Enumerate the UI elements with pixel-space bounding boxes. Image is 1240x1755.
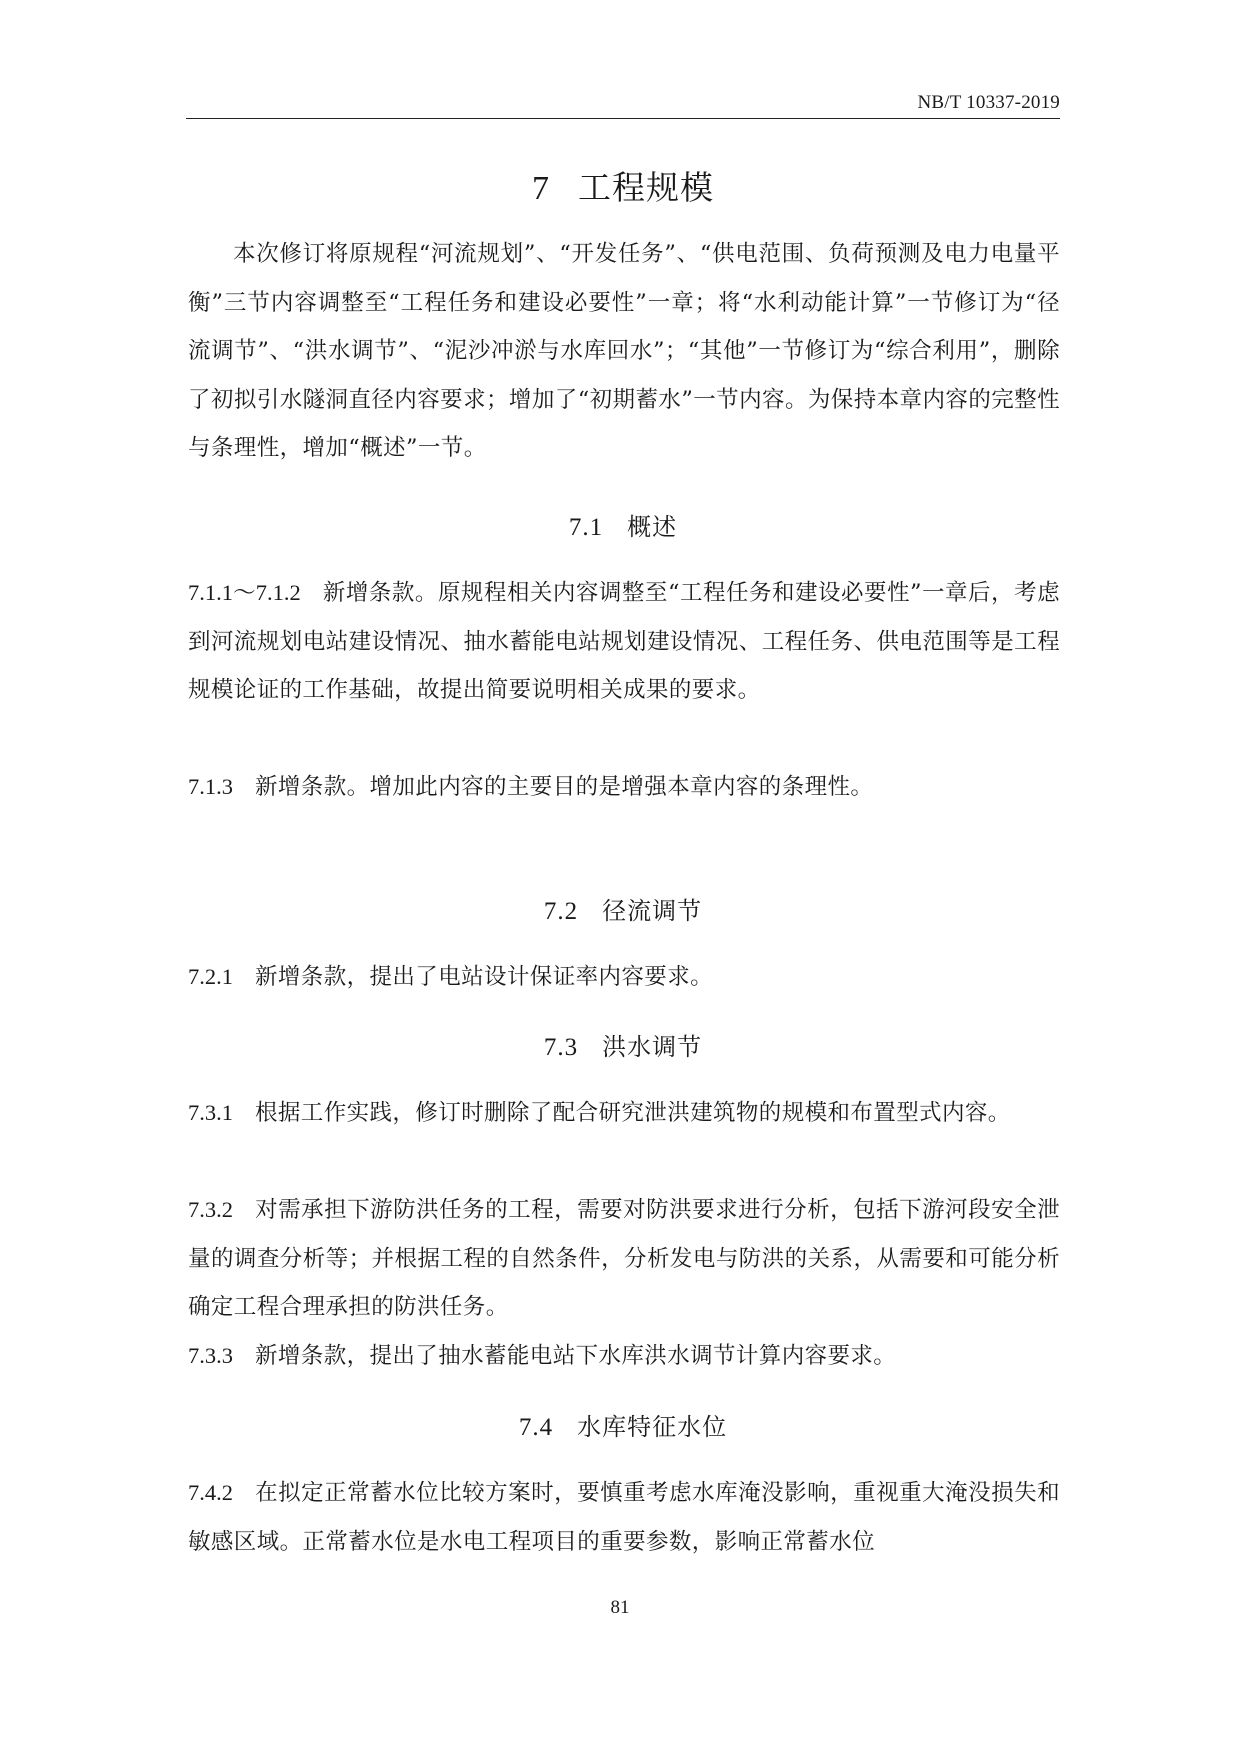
section-number: 7.2 bbox=[543, 898, 579, 925]
clause-text: 新增条款，提出了抽水蓄能电站下水库洪水调节计算内容要求。 bbox=[255, 1343, 897, 1369]
clause-paragraph bbox=[188, 1332, 1060, 1381]
header-divider bbox=[186, 118, 1060, 119]
section-title-text: 水库特征水位 bbox=[577, 1413, 728, 1441]
section-number: 7.3 bbox=[543, 1034, 579, 1061]
clause-text: 新增条款。增加此内容的主要目的是增强本章内容的条理性。 bbox=[255, 774, 874, 800]
clause-paragraph bbox=[188, 1469, 1060, 1566]
clause-paragraph bbox=[188, 1089, 1060, 1138]
clause-text: 根据工作实践，修订时删除了配合研究泄洪建筑物的规模和布置型式内容。 bbox=[255, 1100, 1011, 1126]
section-title-text: 概述 bbox=[627, 513, 678, 541]
document-code: NB/T 10337-2019 bbox=[917, 92, 1060, 113]
section-number: 7.4 bbox=[518, 1414, 554, 1441]
section-number: 7.1 bbox=[568, 514, 604, 541]
clause-number: 7.1.3 bbox=[188, 774, 233, 799]
clause-text: 在拟定正常蓄水位比较方案时，要慎重考虑水库淹没影响，重视重大淹没损失和敏感区域。正常蓄水位是水电工程项目的重要参数，影响正常蓄水位 bbox=[188, 1480, 1060, 1555]
chapter-heading bbox=[186, 162, 1060, 209]
section-heading-7-1 bbox=[186, 507, 1060, 542]
section-heading-7-4 bbox=[186, 1407, 1060, 1442]
clause-text: 新增条款，提出了电站设计保证率内容要求。 bbox=[255, 964, 714, 990]
clause-number: 7.2.1 bbox=[188, 964, 233, 989]
intro-paragraph: 本次修订将原规程“河流规划”、“开发任务”、“供电范围、负荷预测及电力电量平衡”三节内容调整至“工程任务和建设必要性”一章；将“水利动能计算”一节修订为“径流调节”、“洪水调节”、“泥沙冲淤与水库回水”；“其他”一节修订为“综合利用”，删除了初拟引水隧洞直径内容要求；增加了“初期蓄水”一节内容。为保持本章内容的完整性与条理性，增加“概述”一节。 bbox=[188, 241, 1060, 461]
clause-text: 对需承担下游防洪任务的工程，需要对防洪要求进行分析，包括下游河段安全泄量的调查分析等；并根据工程的自然条件，分析发电与防洪的关系，从需要和可能分析确定工程合理承担的防洪任务。 bbox=[188, 1197, 1060, 1320]
clause-number: 7.3.3 bbox=[188, 1343, 233, 1368]
chapter-number: 7 bbox=[532, 170, 550, 207]
section-title-text: 洪水调节 bbox=[602, 1033, 703, 1061]
clause-text: 新增条款。原规程相关内容调整至“工程任务和建设必要性”一章后，考虑到河流规划电站建设情况、抽水蓄能电站规划建设情况、工程任务、供电范围等是工程规模论证的工作基础，故提出简要说明相关成果的要求。 bbox=[188, 580, 1060, 703]
chapter-title-text: 工程规模 bbox=[578, 168, 714, 207]
section-heading-7-2 bbox=[186, 891, 1060, 926]
clause-paragraph bbox=[188, 1186, 1060, 1332]
page-number: 81 bbox=[610, 1597, 630, 1618]
clause-number: 7.3.2 bbox=[188, 1197, 233, 1222]
clause-paragraph bbox=[188, 569, 1060, 715]
clause-paragraph bbox=[188, 953, 1060, 1002]
section-heading-7-3 bbox=[186, 1027, 1060, 1062]
clause-number: 7.4.2 bbox=[188, 1480, 233, 1505]
clause-number: 7.1.1～7.1.2 bbox=[188, 580, 301, 605]
clause-paragraph bbox=[188, 763, 1060, 812]
section-title-text: 径流调节 bbox=[602, 897, 703, 925]
clause-number: 7.3.1 bbox=[188, 1100, 233, 1125]
